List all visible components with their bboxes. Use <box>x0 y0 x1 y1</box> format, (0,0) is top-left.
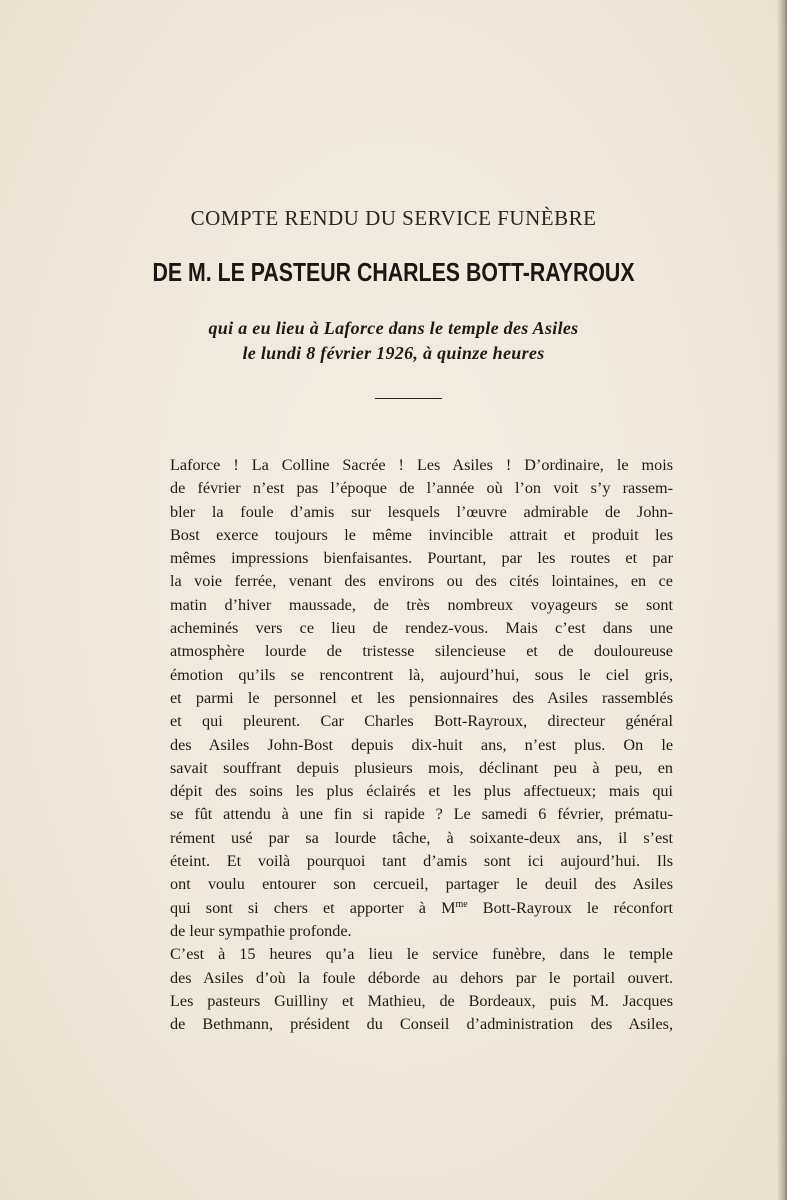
text-line: se fût attendu à une fin si rapide ? Le samedi 6 février, prématu- <box>170 805 673 824</box>
text-line: de février n’est pas l’époque de l’année où l’on voit s’y rassem- <box>170 479 673 498</box>
section-divider <box>375 398 442 399</box>
body-text <box>146 454 673 1036</box>
text-line: la voie ferrée, venant des environs ou des cités lointaines, en ce <box>170 572 673 591</box>
text-line: matin d’hiver maussade, de très nombreux voyageurs se sont <box>170 595 673 614</box>
text-line: ont voulu entourer son cercueil, partager le deuil des Asiles <box>170 875 673 894</box>
text-line: Les pasteurs Guilliny et Mathieu, de Bordeaux, puis M. Jacques <box>170 991 673 1010</box>
text-line: Laforce ! La Colline Sacrée ! Les Asiles ! D’ordinaire, le mois <box>170 456 673 474</box>
paragraph-1 <box>146 454 673 943</box>
document-heading: COMPTE RENDU DU SERVICE FUNÈBRE <box>190 206 597 230</box>
text-line: C’est à 15 heures qu’a lieu le service funèbre, dans le temple <box>170 945 673 964</box>
text-line: émotion qu’ils se rencontrent là, aujourd’hui, sous le ciel gris, <box>170 665 673 684</box>
text-fragment: Bott-Rayroux le réconfort <box>467 898 673 917</box>
text-line: des Asiles John-Bost depuis dix-huit ans, n’est plus. On le <box>170 735 673 754</box>
text-line: des Asiles d’où la foule déborde au dehors par le portail ouvert. <box>170 968 673 987</box>
text-line: Bost exerce toujours le même invincible attrait et produit les <box>170 525 673 544</box>
document-title: DE M. LE PASTEUR CHARLES BOTT-RAYROUX <box>152 257 635 287</box>
text-line: acheminés vers ce lieu de rendez-vous. Mais c’est dans une <box>170 619 673 638</box>
text-line: et qui pleurent. Car Charles Bott-Rayroux, directeur général <box>170 712 673 731</box>
text-line: de Bethmann, président du Conseil d’administration des Asiles, <box>170 1015 673 1034</box>
paragraph-2 <box>146 943 673 1036</box>
subtitle-line-2: le lundi 8 février 1926, à quinze heures <box>242 343 545 363</box>
text-line: de leur sympathie profonde. <box>170 921 352 940</box>
text-line-with-superscript <box>146 897 673 920</box>
page-edge-shadow <box>777 0 787 1200</box>
text-line: dépit des soins les plus éclairés et les plus affectueux; mais qui <box>170 782 673 801</box>
text-line: rément usé par sa lourde tâche, à soixante-deux ans, il s’est <box>170 828 673 847</box>
text-line: bler la foule d’amis sur lesquels l’œuvre admirable de John- <box>170 502 673 521</box>
text-line: mêmes impressions bienfaisantes. Pourtant, par les routes et par <box>170 549 673 568</box>
text-line: savait souffrant depuis plusieurs mois, déclinant peu à peu, en <box>170 758 673 777</box>
text-line: atmosphère lourde de tristesse silencieuse et de douloureuse <box>170 642 673 661</box>
text-line: éteint. Et voilà pourquoi tant d’amis sont ici aujourd’hui. Ils <box>170 852 673 871</box>
superscript-me: me <box>455 898 468 910</box>
subtitle-line-1: qui a eu lieu à Laforce dans le temple des Asiles <box>208 318 579 338</box>
text-line: et parmi le personnel et les pensionnaires des Asiles rassemblés <box>170 688 673 707</box>
text-fragment: qui sont si chers et apporter à M <box>170 898 456 917</box>
